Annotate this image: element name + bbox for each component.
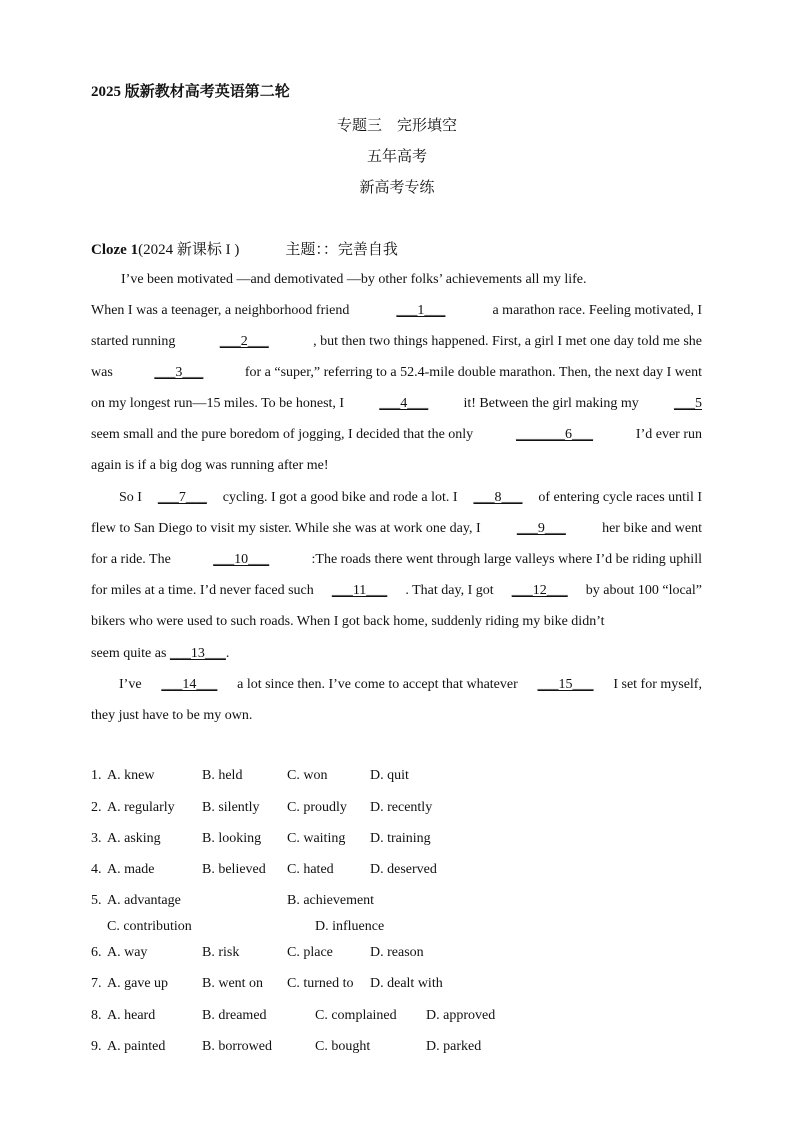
option-number: 3.	[91, 831, 102, 846]
passage-line: for a ride. The ___10___ :The roads there went through large valleys where I’d be riding uphill	[91, 550, 702, 570]
option-b: B. looking	[202, 831, 262, 846]
passage-line: again is if a big dog was running after me!	[91, 458, 329, 473]
blank-15: ___15___	[537, 677, 594, 692]
cloze-label: Cloze 1	[91, 242, 139, 258]
option-b: B. achievement	[287, 893, 375, 908]
option-d: D. deserved	[370, 862, 437, 877]
option-d: D. reason	[370, 945, 424, 960]
blank-11: ___11___	[331, 583, 388, 598]
option-a: A. gave up	[107, 976, 169, 991]
passage-line: So I ___7___ cycling. I got a good bike and rode a lot. I ___8___ of entering cycle races until I	[119, 488, 702, 508]
passage-line: seem quite as ___13___.	[91, 644, 702, 664]
option-c: C. bought	[315, 1039, 371, 1054]
option-d: D. influence	[315, 919, 385, 934]
blank-10: ___10___	[213, 552, 270, 567]
option-d: D. recently	[370, 800, 433, 815]
option-c: C. hated	[287, 862, 334, 877]
option-c: C. contribution	[107, 919, 192, 934]
section-title: 专题三 完形填空	[336, 118, 457, 134]
cloze-source: (2024 新课标 I )	[138, 242, 240, 258]
passage-line: started running ___2___ , but then two things happened. First, a girl I met one day told me she	[91, 332, 702, 352]
option-number: 1.	[91, 768, 102, 783]
passage-line: flew to San Diego to visit my sister. While she was at work one day, I ___9___ her bike and went	[91, 519, 702, 539]
passage-line: I’ve ___14___ a lot since then. I’ve come to accept that whatever ___15___ I set for myself,	[119, 675, 702, 695]
cloze-topic: 主题：：完善自我	[285, 242, 398, 258]
option-b: B. dreamed	[202, 1008, 267, 1023]
passage-line: they just have to be my own.	[91, 708, 253, 723]
option-number: 9.	[91, 1039, 102, 1054]
blank-2: ___2___	[219, 334, 269, 349]
option-number: 6.	[91, 945, 102, 960]
blank-4: ___4___	[379, 396, 429, 411]
option-number: 5.	[91, 893, 102, 908]
option-number: 7.	[91, 976, 102, 991]
blank-7: ___7___	[157, 490, 207, 505]
option-number: 2.	[91, 800, 102, 815]
option-number: 8.	[91, 1008, 102, 1023]
blank-1: ___1___	[396, 303, 446, 318]
option-b: B. held	[202, 768, 243, 783]
passage-line: seem small and the pure boredom of jogging, I decided that the only _______6___ I’d ever run	[91, 425, 702, 445]
blank-9: ___9___	[516, 521, 566, 536]
option-b: B. borrowed	[202, 1039, 272, 1054]
option-a: A. advantage	[107, 893, 181, 908]
option-b: B. risk	[202, 945, 240, 960]
option-a: A. heard	[107, 1008, 156, 1023]
option-d: D. parked	[426, 1039, 482, 1054]
option-b: B. believed	[202, 862, 266, 877]
blank-8: ___8___	[473, 490, 523, 505]
passage-line: on my longest run—15 miles. To be honest, I ___4___ it! Between the girl making my ___5	[91, 394, 702, 414]
option-a: A. painted	[107, 1039, 166, 1054]
option-a: A. way	[107, 945, 148, 960]
option-c: C. waiting	[287, 831, 346, 846]
passage-line: I’ve been motivated —and demotivated —by other folks’ achievements all my life.	[121, 272, 587, 287]
cloze-heading	[91, 238, 398, 259]
option-a: A. asking	[107, 831, 161, 846]
option-a: A. made	[107, 862, 155, 877]
passage-line: When I was a teenager, a neighborhood friend ___1___ a marathon race. Feeling motivated, I	[91, 301, 702, 321]
passage-line: for miles at a time. I’d never faced such ___11___ . That day, I got ___12___ by about 100 “local”	[91, 581, 702, 601]
passage-line: was ___3___ for a “super,” referring to a 52.4-mile double marathon. Then, the next day I went	[91, 363, 702, 383]
option-d: D. dealt with	[370, 976, 443, 991]
option-b: B. silently	[202, 800, 260, 815]
option-number: 4.	[91, 862, 102, 877]
subsection-title: 五年高考	[366, 149, 427, 165]
blank-14: ___14___	[161, 677, 218, 692]
option-b: B. went on	[202, 976, 264, 991]
blank-13: ___13___	[169, 646, 226, 661]
option-a: A. knew	[107, 768, 155, 783]
blank-12: ___12___	[511, 583, 568, 598]
option-c: C. place	[287, 945, 333, 960]
option-d: D. training	[370, 831, 431, 846]
option-c: C. turned to	[287, 976, 354, 991]
blank-6: _______6___	[516, 427, 594, 442]
blank-5: ___5	[674, 396, 702, 411]
passage-line: bikers who were used to such roads. When I got back home, suddenly riding my bike didn’t	[91, 614, 605, 629]
option-c: C. won	[287, 768, 328, 783]
option-c: C. complained	[315, 1008, 397, 1023]
option-d: D. approved	[426, 1008, 496, 1023]
document-header: 2025 版新教材高考英语第二轮	[91, 84, 290, 100]
option-d: D. quit	[370, 768, 409, 783]
practice-title: 新高考专练	[359, 180, 435, 196]
blank-3: ___3___	[154, 365, 204, 380]
option-a: A. regularly	[107, 800, 175, 815]
option-c: C. proudly	[287, 800, 347, 815]
